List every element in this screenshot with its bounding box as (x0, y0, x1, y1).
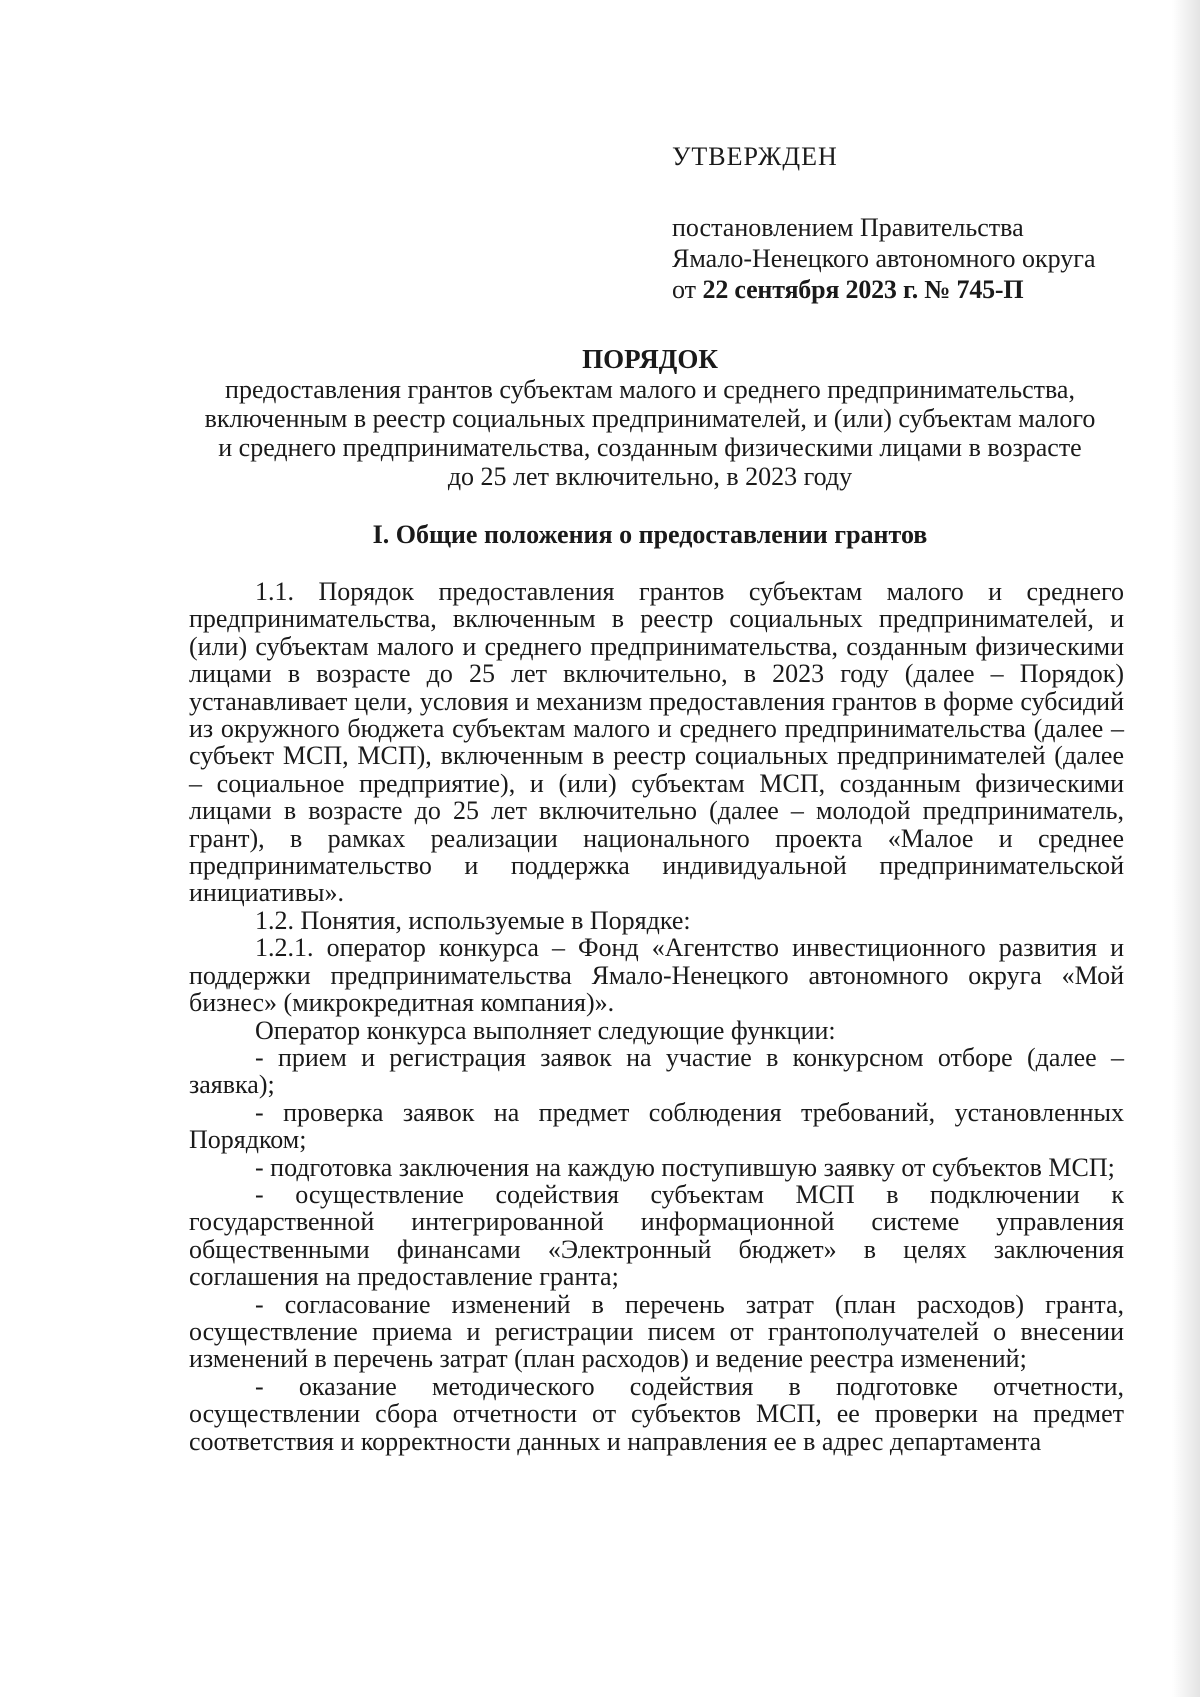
paragraph: 1.1. Порядок предоставления грантов субъектам малого и среднего предпринимательства, включенным в реестр социальных предпринимателей, и (или) субъектам малого и среднего предпринимательства, созданным физическими лицами в возрасте до 25 лет включительно, в 2023 году (далее – Порядок) устанавливает цели, условия и механизм предоставления грантов в форме субсидий из окружного бюджета субъектам малого и среднего предпринимательства (далее – субъект МСП, МСП), включенным в реестр социальных предпринимателей (далее – социальное предприятие), и (или) субъектам МСП, созданным физическими лицами в возрасте до 25 лет включительно (далее – молодой предприниматель, грант), в рамках реализации национального проекта «Малое и среднее предпринимательство и поддержка индивидуальной предпринимательской инициативы». (189, 577, 1124, 908)
document-title-block (150, 344, 1150, 491)
document-subtitle-line: включенным в реестр социальных предпринимателей, и (или) субъектам малого (204, 404, 1096, 433)
approval-block (672, 141, 1142, 305)
approval-line-2: Ямало-Ненецкого автономного округа (672, 244, 1096, 273)
list-item: - проверка заявок на предмет соблюдения требований, установленных Порядком; (189, 1097, 1124, 1155)
list-item: - согласование изменений в перечень затрат (план расходов) гранта, осуществление приема и регистрации писем от грантополучателей о внесении изменений в перечень затрат (план расходов) и ведение реестра изменений; (189, 1289, 1124, 1374)
document-subtitle-line: до 25 лет включительно, в 2023 году (447, 462, 853, 491)
paragraph: Оператор конкурса выполняет следующие функции: (255, 1015, 836, 1045)
paragraph: 1.2. Понятия, используемые в Порядке: (255, 905, 691, 935)
section-heading: I. Общие положения о предоставлении грантов (372, 520, 928, 549)
document-subtitle-line: предоставления грантов субъектам малого и среднего предпринимательства, (225, 375, 1075, 404)
approval-date-line (672, 274, 1142, 305)
list-item: - оказание методического содействия в подготовке отчетности, осуществлении сбора отчетности от субъектов МСП, ее проверки на предмет соответствия и корректности данных и направления ее в адрес департамента (189, 1371, 1124, 1456)
page-edge-shadow (1172, 0, 1200, 1697)
list-item: - подготовка заключения на каждую поступившую заявку от субъектов МСП; (255, 1152, 1115, 1182)
document-subtitle-line: и среднего предпринимательства, созданным физическими лицами в возрасте (218, 433, 1082, 462)
approval-date-number: 22 сентября 2023 г. № 745-П (702, 275, 1024, 304)
paragraph: 1.2.1. оператор конкурса – Фонд «Агентство инвестиционного развития и поддержки предпринимательства Ямало-Ненецкого автономного округа «Мой бизнес» (микрокредитная компания)». (189, 933, 1124, 1018)
approval-date-prefix: от (672, 275, 697, 304)
list-item: - прием и регистрация заявок на участие в конкурсном отборе (далее – заявка); (189, 1042, 1124, 1100)
document-title: ПОРЯДОК (582, 344, 718, 374)
document-body (189, 578, 1124, 1455)
list-item: - осуществление содействия субъектам МСП в подключении к государственной интегрированной информационной системе управления общественными финансами «Электронный бюджет» в целях заключения соглашения на предоставление гранта; (189, 1179, 1124, 1292)
approval-line-1: постановлением Правительства (672, 213, 1024, 242)
approval-stamp: УТВЕРЖДЕН (672, 142, 838, 171)
